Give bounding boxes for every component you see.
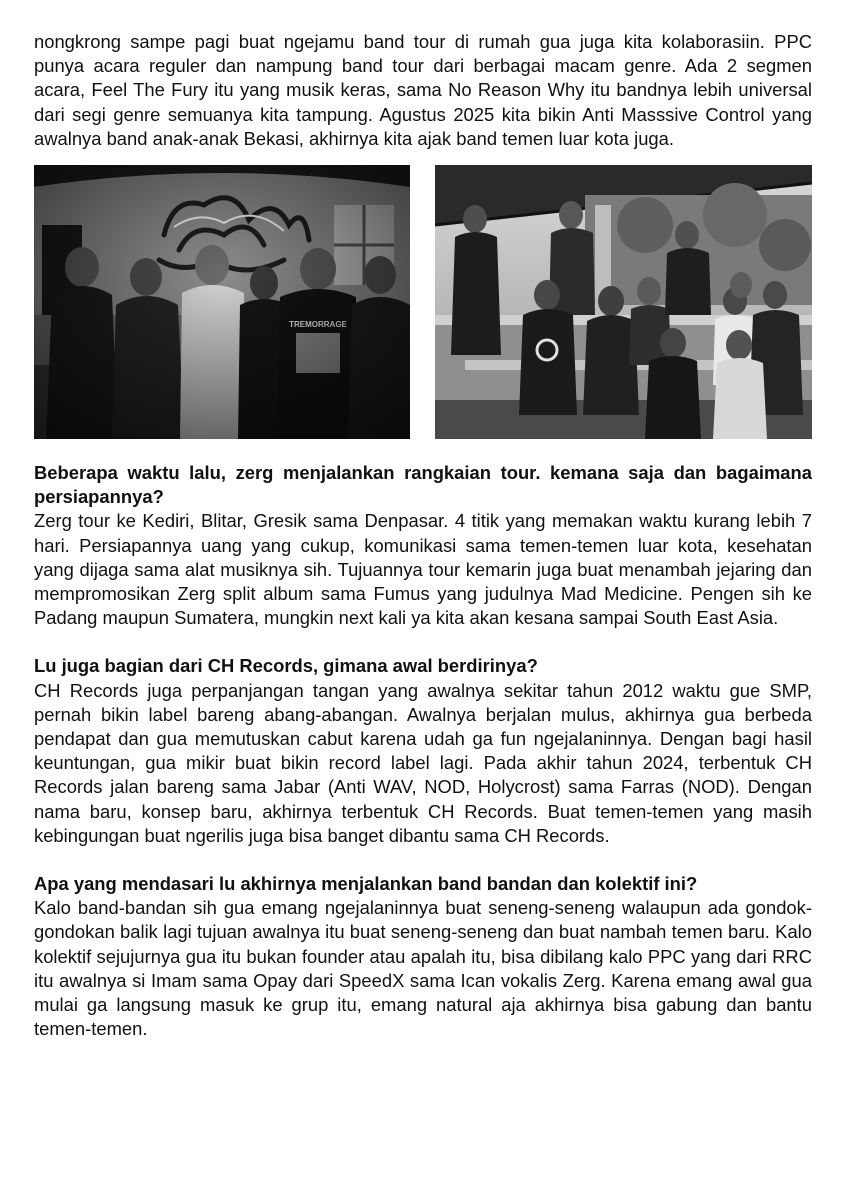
- qa-block-ch-records: [34, 654, 812, 848]
- question-heading: Lu juga bagian dari CH Records, gimana awal berdirinya?: [34, 655, 538, 677]
- photo-row: [34, 165, 812, 439]
- answer-paragraph: Kalo band-bandan sih gua emang ngejalaninnya buat seneng-seneng walaupun ada gondok-gondokan balik lagi tujuan awalnya itu buat seneng-seneng dan buat nambah temen baru. Kalo kolektif sejujurnya gua itu bukan founder atau apalah itu, bisa dibilang kalo PPC yang dari RRC itu awalnya si Imam sama Opay dari SpeedX sama Ican vokalis Zerg. Karena emang awal gua mulai ga langsung masuk ke grup itu, emang natural aja akhirnya bisa gabung dan bantu temen-temen.: [34, 897, 812, 1040]
- question-heading: Beberapa waktu lalu, zerg menjalankan rangkaian tour. kemana saja dan bagaimana persiapannya?: [34, 462, 812, 508]
- band-photo: [34, 165, 410, 439]
- intro-paragraph: nongkrong sampe pagi buat ngejamu band tour di rumah gua juga kita kolaborasiin. PPC punya acara reguler dan nampung band tour dari berbagai macam genre. Ada 2 segmen acara, Feel The Fury itu yang musik keras, sama No Reason Why itu bandnya lebih universal dari segi genre semuanya kita tampung. Agustus 2025 kita bikin Anti Masssive Control yang awalnya band anak-anak Bekasi, akhirnya kita ajak band temen luar kota juga.: [34, 31, 812, 149]
- question-heading: Apa yang mendasari lu akhirnya menjalankan band bandan dan kolektif ini?: [34, 873, 698, 895]
- article-page: [34, 30, 812, 1065]
- answer-paragraph: Zerg tour ke Kediri, Blitar, Gresik sama Denpasar. 4 titik yang memakan waktu kurang lebih 7 hari. Persiapannya uang yang cukup, komunikasi sama temen-temen luar kota, kesehatan yang dijaga sama alat musiknya sih. Tujuannya tour kemarin juga buat menambah jejaring dan mempromosikan Zerg split album sama Fumus yang judulnya Mad Medicine. Pengen sih ke Padang maupun Sumatera, mungkin next kali ya kita akan kesana sampai South East Asia.: [34, 510, 812, 629]
- answer-paragraph: CH Records juga perpanjangan tangan yang awalnya sekitar tahun 2012 waktu gue SMP, pernah bikin label bareng abang-abangan. Awalnya berjalan mulus, akhirnya gua berbeda pendapat dan gua memutuskan cabut karena udah ga fun ngejalaninnya. Dengan bagi hasil keuntungan, gua mikir buat bikin record label lagi. Pada akhir tahun 2024, terbentuk CH Records jalan bareng sama Jabar (Anti WAV, NOD, Holycrost) sama Farras (NOD). Dengan nama baru, konsep baru, akhirnya terbentuk CH Records. Buat temen-temen yang masih kebingungan buat ngerilis juga bisa banget dibantu sama CH Records.: [34, 679, 812, 846]
- qa-block-tour: [34, 461, 812, 630]
- crowd-photo-image: [435, 165, 812, 439]
- crowd-photo: [435, 165, 812, 439]
- band-photo-image: [34, 165, 410, 439]
- qa-block-collective: [34, 872, 812, 1041]
